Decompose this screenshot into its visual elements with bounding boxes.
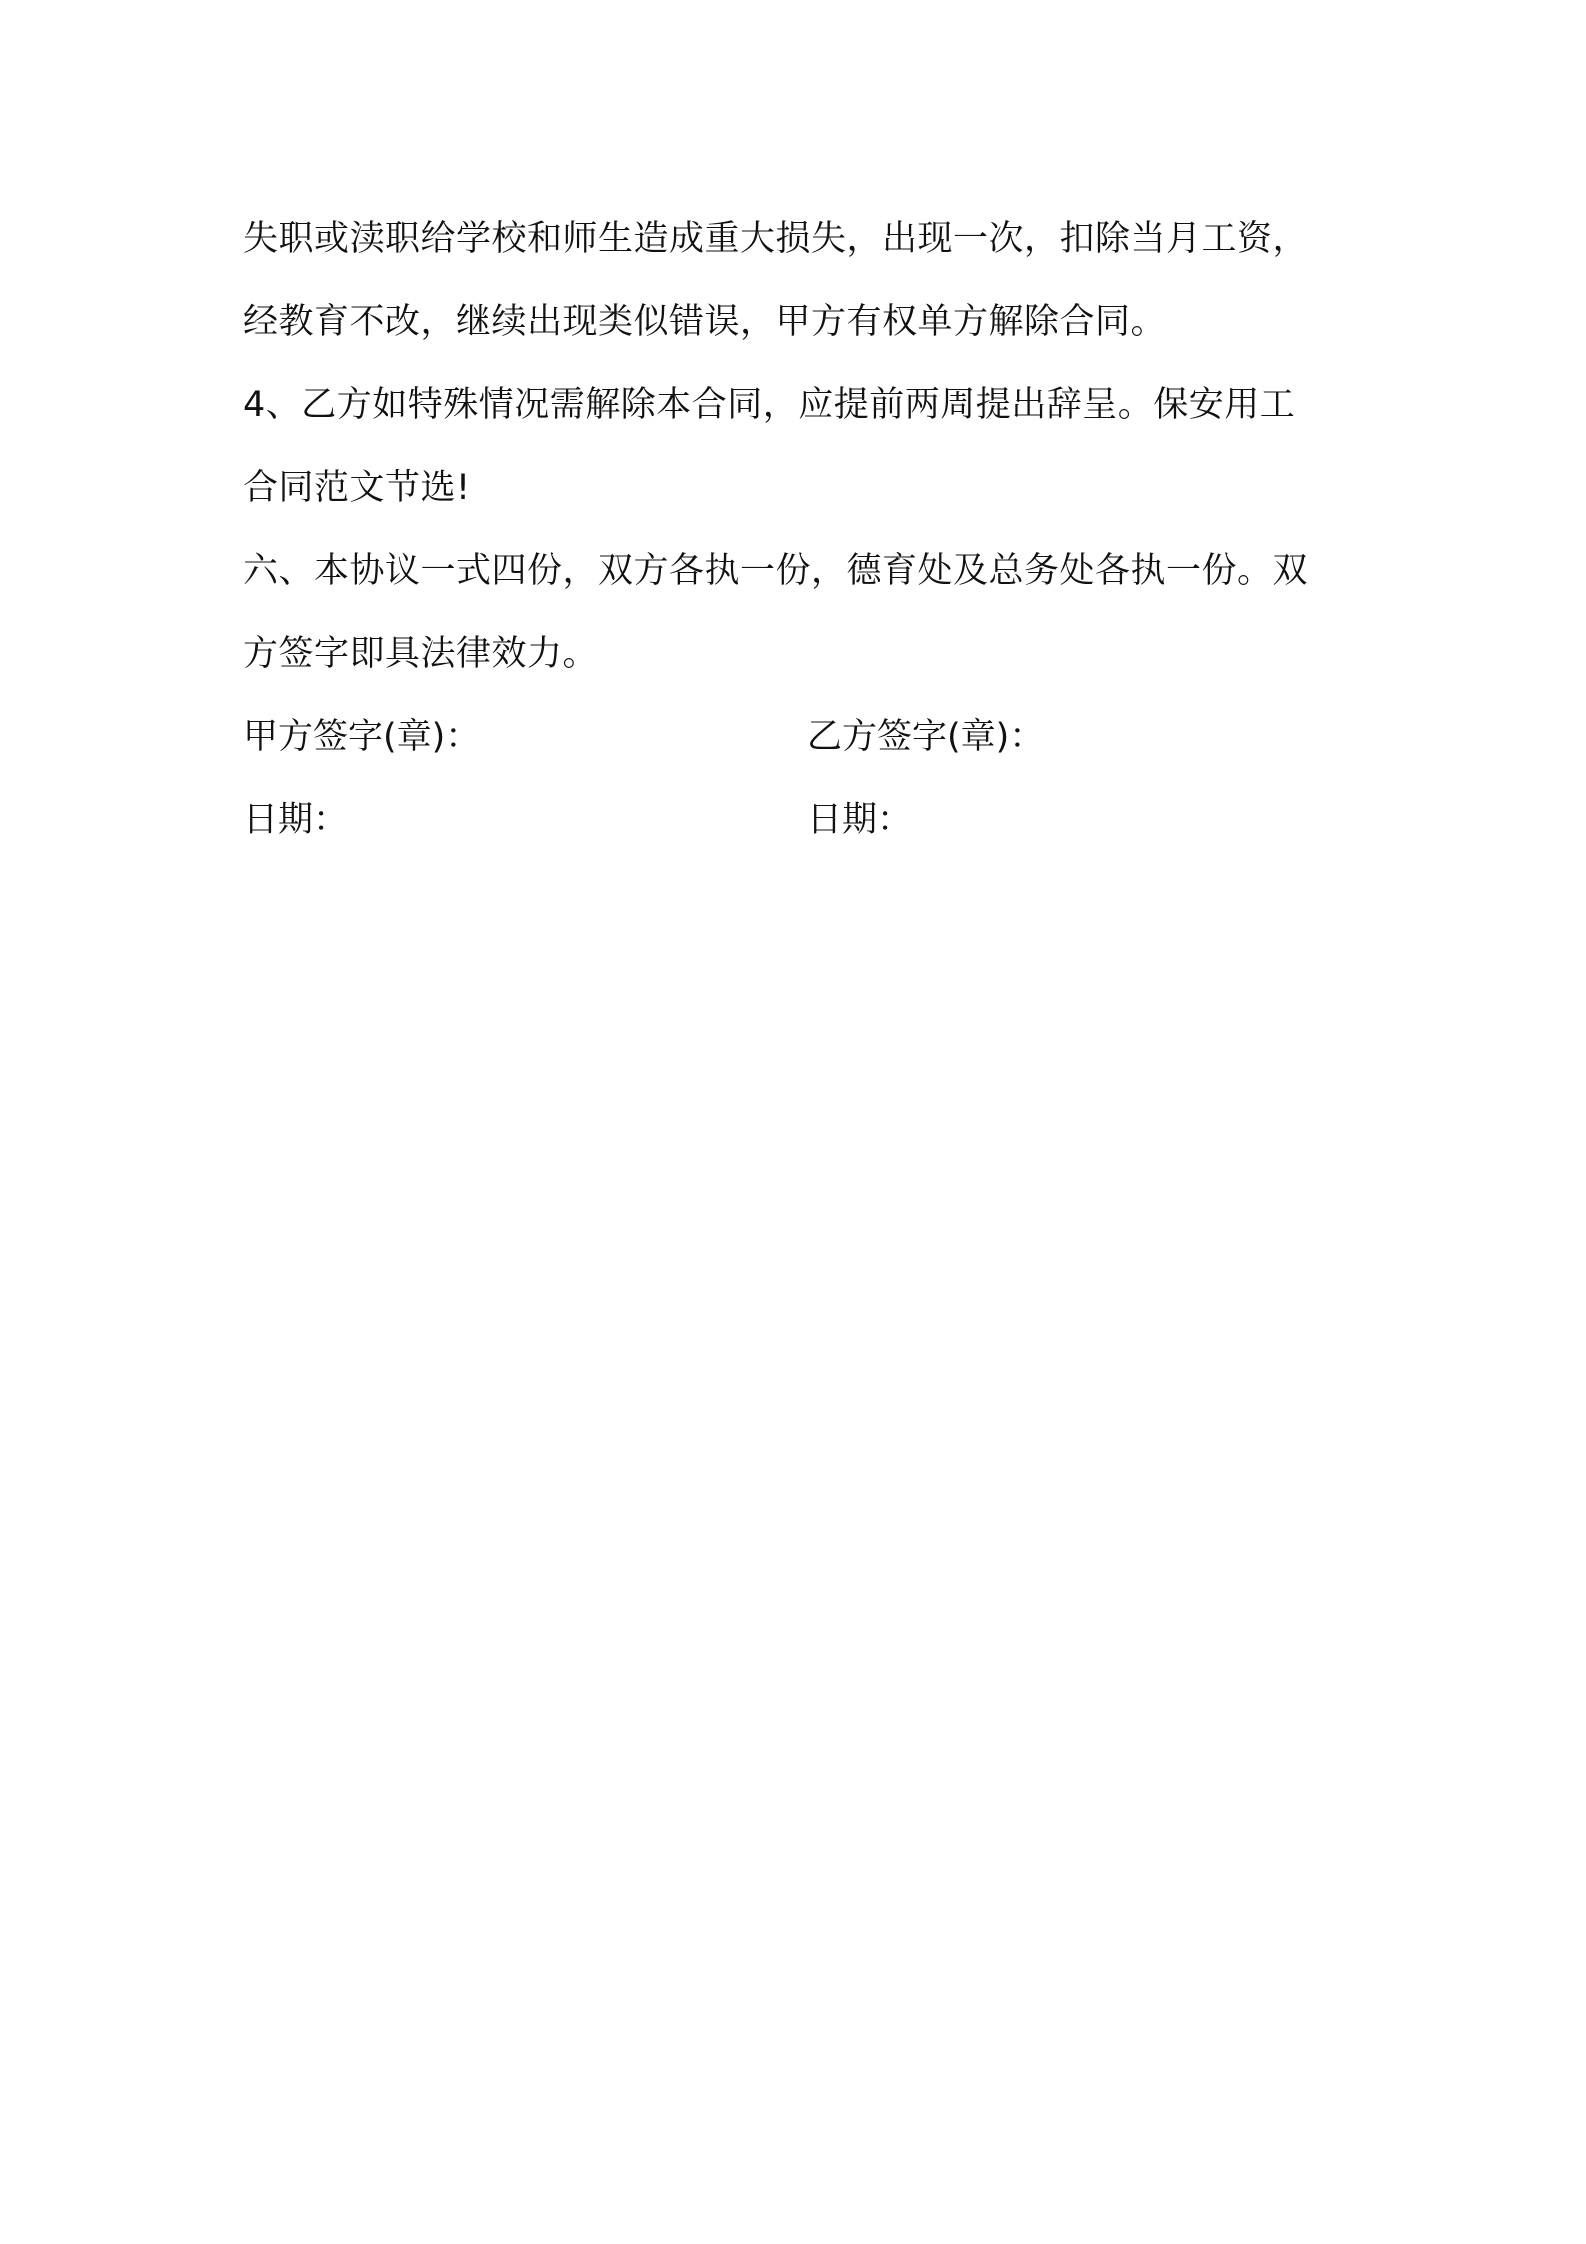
paragraph-line: 失职或渎职给学校和师生造成重大损失，出现一次，扣除当月工资， [243, 219, 1309, 259]
paragraph-resignation-clause [243, 364, 1363, 530]
party-a-signature-label: 甲方签字(章)： [243, 717, 481, 757]
party-b-signature-label: 乙方签字(章)： [807, 717, 1045, 757]
paragraph-line: 方签字即具法律效力。 [243, 634, 599, 674]
paragraph-line: 六、本协议一式四份，双方各执一份，德育处及总务处各执一份。双 [243, 551, 1309, 591]
signature-row [243, 696, 1363, 779]
document-body [243, 198, 1363, 862]
paragraph-dismissal-clause [243, 198, 1363, 364]
paragraph-line: 合同范文节选! [243, 468, 471, 508]
paragraph-line: 经教育不改，继续出现类似错误，甲方有权单方解除合同。 [243, 302, 1167, 342]
party-a-date-label: 日期： [243, 800, 349, 840]
paragraph-copies-clause [243, 530, 1363, 696]
paragraph-line: 4、乙方如特殊情况需解除本合同，应提前两周提出辞呈。保安用工 [243, 385, 1296, 425]
date-row [243, 779, 1363, 862]
party-b-date-label: 日期： [807, 800, 913, 840]
